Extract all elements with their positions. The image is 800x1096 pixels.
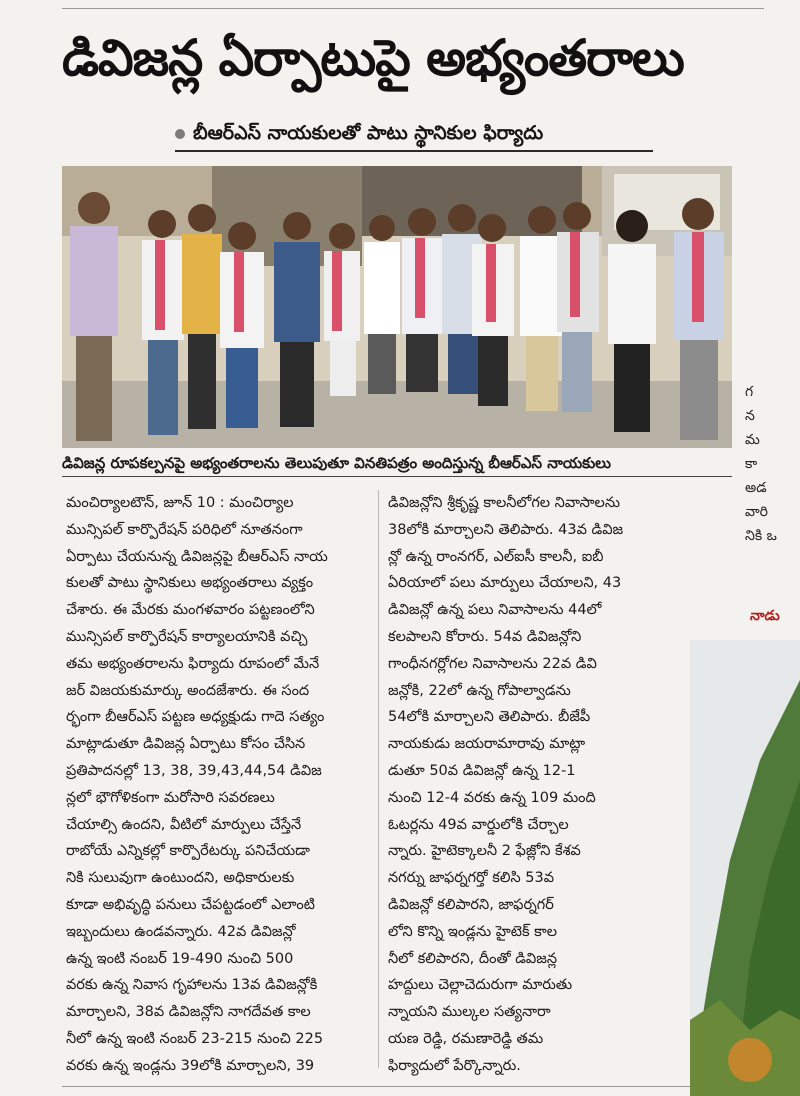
adjacent-article-tag: నాడు: [750, 608, 780, 624]
column-divider: [378, 490, 379, 1068]
body-text-line: నుంచి 12-4 వరకు ఉన్న 109 మంది: [388, 789, 596, 806]
body-text-line: మున్సిపల్ కార్పొరేషన్ పరిధిలో నూతనంగా: [66, 521, 303, 538]
body-text-line: ఉన్న ఇంటి నంబర్ 19-490 నుంచి 500: [66, 950, 294, 967]
bullet-icon: [175, 129, 185, 139]
body-text-line: మాట్లాడుతూ డివిజన్ల ఏర్పాటు కోసం చేసిన: [66, 736, 306, 753]
article-column-2: [388, 490, 693, 1080]
body-text-line: ఏర్పాటు చేయనున్న డివిజన్లపై బీఆర్ఎస్ నాయ: [66, 548, 328, 565]
body-text-line: న్లలో భౌగోళికంగా మరోసారి సవరణలు: [66, 789, 275, 806]
body-text-line: మంచిర్యాలటౌన్, జూన్ 10 : మంచిర్యాల: [66, 495, 294, 511]
landscape-illustration: [690, 640, 800, 1096]
bottom-rule: [62, 1086, 732, 1087]
adjacent-text-line: నికి ఒ: [745, 528, 777, 544]
body-text-line: నాయకుడు జయరామారావు మాట్లా: [388, 736, 586, 753]
body-text-line: లోని కొన్ని ఇండ్లను హైటెక్ కాల: [388, 923, 557, 940]
body-text-line: రాబోయే ఎన్నికల్లో కార్పొరేటర్కు పనిచేయడా: [66, 843, 310, 860]
body-text-line: డివిజన్లో ఉన్న పలు నివాసాలను 44లో: [388, 602, 602, 619]
body-text-line: ఓటర్లను 49వ వార్డులోకి చేర్చాల: [388, 816, 569, 833]
adjacent-text-line: అడ: [745, 480, 767, 496]
group-photo-illustration: [62, 166, 732, 448]
body-text-line: ఫిర్యాదులో పేర్కొన్నారు.: [388, 1057, 521, 1074]
body-text-line: చేయాల్సి ఉందని, వీటిలో మార్పులు చేస్తేనే: [66, 816, 302, 833]
article-headline: డివిజన్ల ఏర్పాటుపై అభ్యంతరాలు: [62, 29, 684, 87]
body-text-line: డివిజన్లో కలిపారని, జాఫర్నగర్: [388, 896, 554, 913]
top-rule: [62, 8, 764, 9]
subheadline-underline: [175, 150, 653, 152]
adjacent-text-line: గ: [745, 384, 754, 400]
body-text-line: వరకు ఉన్న ఇండ్లను 39లోకి మార్చాలని, 39: [66, 1057, 315, 1074]
body-text-line: కూడా అభివృద్ధి పనులు చేపట్టడంలో ఎలాంటి: [66, 896, 315, 913]
article-column-1: [66, 490, 371, 1080]
body-text-line: జన్లోకి, 22లో ఉన్న గోపాల్వాడను: [388, 682, 571, 699]
adjacent-text-line: మ: [745, 432, 760, 448]
body-text-line: న్నాయని ముల్కల సత్యనారా: [388, 1004, 551, 1021]
body-text-line: యణ రెడ్డి, రమణారెడ్డి తమ: [388, 1030, 544, 1047]
body-text-line: గాంధీనగర్లోగల నివాసాలను 22వ డివి: [388, 655, 597, 672]
body-text-line: 38లోకి మార్చాలని తెలిపారు. 43వ డివిజ: [388, 521, 624, 538]
adjacent-text-line: కా: [745, 456, 758, 472]
body-text-line: న్లో ఉన్న రాంనగర్, ఎల్ఐసీ కాలనీ, ఐబీ: [388, 548, 604, 565]
body-text-line: నీలో ఉన్న ఇంటి నంబర్ 23-215 నుంచి 225: [66, 1030, 324, 1047]
body-text-line: జర్ విజయకుమార్కు అందజేశారు. ఈ సంద: [66, 682, 310, 699]
body-text-line: తమ అభ్యంతరాలను ఫిర్యాదు రూపంలో మేనే: [66, 655, 320, 672]
body-text-line: హద్దులు చెల్లాచెదురుగా మారుతు: [388, 977, 573, 994]
body-text-line: ప్రతిపాదనల్లో 13, 38, 39,43,44,54 డివిజ: [66, 762, 322, 779]
body-text-line: చేశారు. ఈ మేరకు మంగళవారం పట్టణంలోని: [66, 602, 315, 619]
body-text-line: 54లోకి మార్చాలని తెలిపారు. బీజేపీ: [388, 709, 591, 726]
photo-caption: డివిజన్ల రూపకల్పనపై అభ్యంతరాలను తెలుపుతూ వినతిపత్రం అందిస్తున్న బీఆర్ఎస్ నాయకులు: [62, 450, 732, 477]
body-text-line: డుతూ 50వ డివిజన్లో ఉన్న 12-1: [388, 762, 576, 779]
body-text-line: ర్భంగా బీఆర్ఎస్ పట్టణ అధ్యక్షుడు గాదె సత్యం: [66, 709, 325, 726]
article-subheadline: బీఆర్ఎస్ నాయకులతో పాటు స్థానికుల ఫిర్యాదు: [193, 122, 544, 144]
body-text-line: నీలో కలిపారని, దీంతో డివిజన్ల: [388, 950, 558, 967]
adjacent-article-fragment: [745, 380, 800, 640]
adjacent-text-line: న: [745, 408, 755, 424]
adjacent-text-line: వారి: [745, 504, 768, 520]
body-text-line: నగర్ను జాఫర్నగర్తో కలిసి 53వ: [388, 870, 555, 887]
news-photo: [62, 166, 732, 448]
subheadline-block: [175, 118, 653, 152]
body-text-line: న్నారు. హైటెక్కాలనీ 2 ఫేజ్లోని కేశవ: [388, 843, 581, 860]
body-text-line: వరకు ఉన్న నివాస గృహాలను 13వ డివిజన్లోకి: [66, 977, 318, 994]
body-text-line: నికి సులువుగా ఉంటుందని, అధికారులకు: [66, 870, 295, 887]
body-text-line: డివిజన్లోని శ్రీకృష్ణ కాలనీలోగల నివాసాలను: [388, 495, 621, 511]
body-text-line: మార్చాలని, 38వ డివిజన్లోని నాగదేవత కాల: [66, 1004, 311, 1021]
body-text-line: ఏరియాలో పలు మార్పులు చేయాలని, 43: [388, 575, 622, 592]
body-text-line: ఇబ్బందులు ఉండవన్నారు. 42వ డివిజన్లో: [66, 923, 296, 940]
body-text-line: కులతో పాటు స్థానికులు అభ్యంతరాలు వ్యక్తం: [66, 575, 314, 592]
adjacent-landscape-photo: [690, 640, 800, 1096]
body-text-line: మున్సిపల్ కార్పొరేషన్ కార్యాలయానికి వచ్చి: [66, 628, 308, 645]
body-text-line: కలపాలని కోరారు. 54వ డివిజన్లోని: [388, 628, 582, 645]
